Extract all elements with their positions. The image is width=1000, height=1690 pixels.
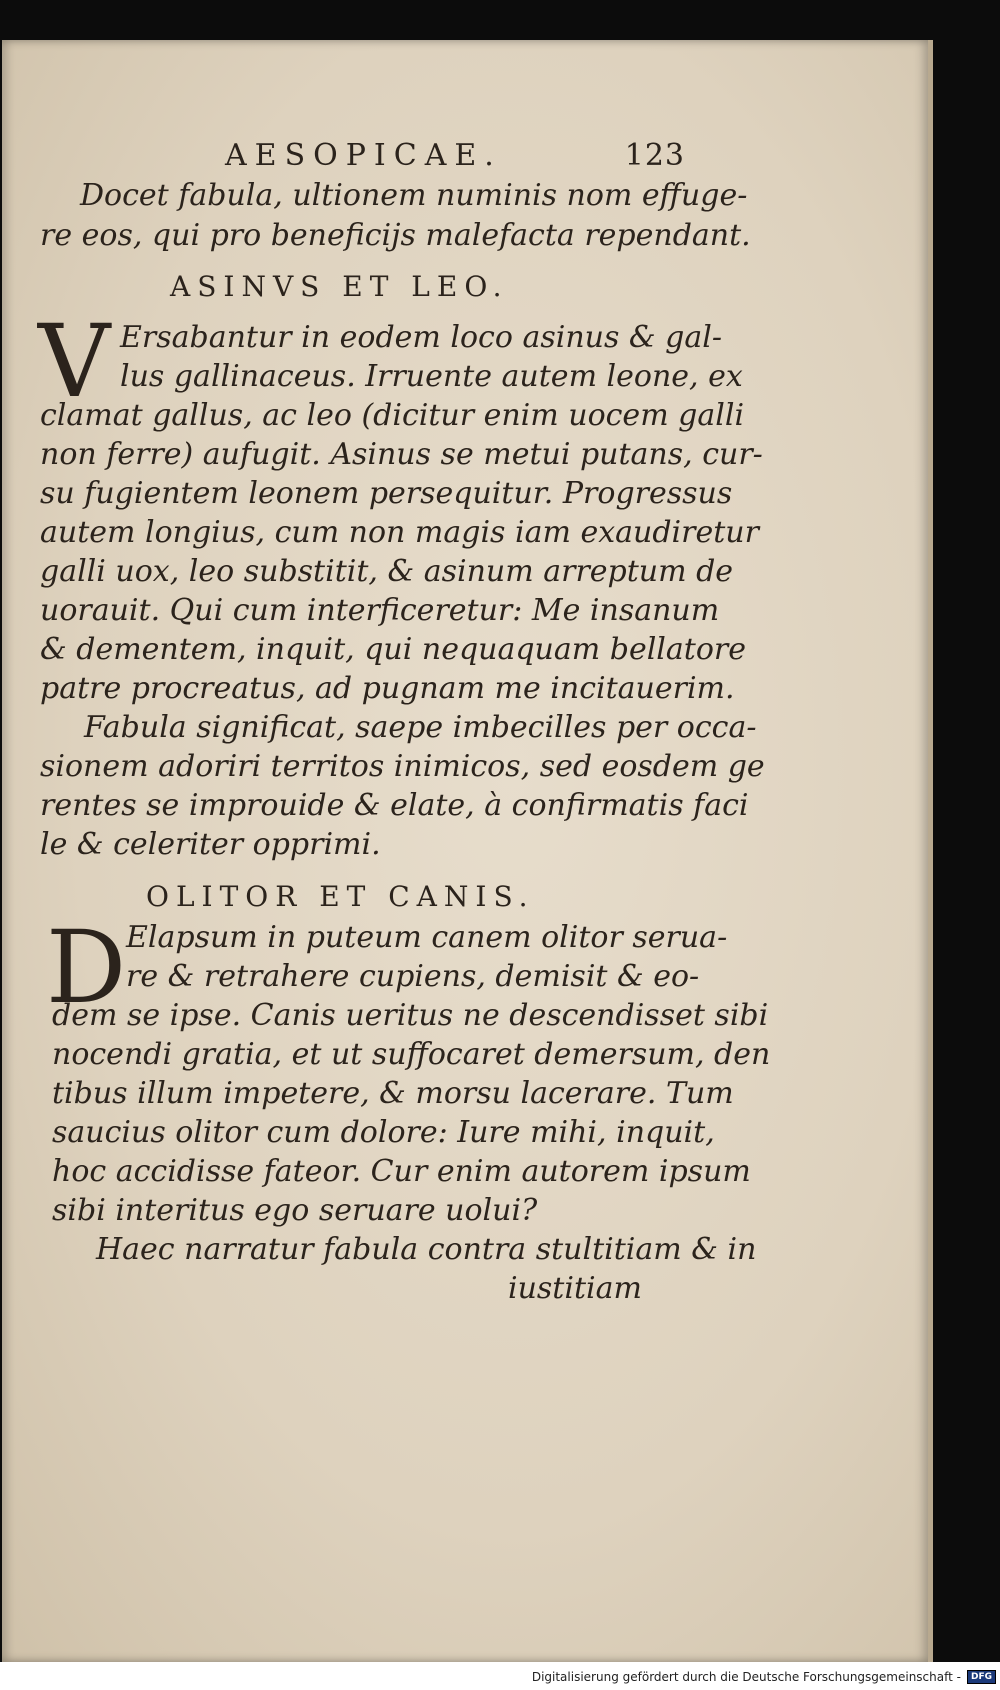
fable-line: sibi interitus ego seruare uolui? (52, 1193, 538, 1228)
fable-line: lus gallinaceus. Irruente autem leone, ex (120, 359, 743, 394)
fable-line: patre procreatus, ad pugnam me incitauerim. (40, 671, 735, 706)
fable-line: sionem adoriri territos inimicos, sed eosdem ge (40, 749, 765, 784)
fable-line: nocendi gratia, et ut suffocaret demersum, den (52, 1037, 771, 1072)
fable-line: & dementem, inquit, qui nequaquam bellatore (40, 632, 746, 667)
fable-line: rentes se improuide & elate, à confirmatis faci (40, 788, 749, 823)
fable-line: clamat gallus, ac leo (dicitur enim uocem galli (40, 398, 745, 433)
fable-line: re & retrahere cupiens, demisit & eo- (126, 959, 700, 994)
running-title: AESOPICAE. (225, 138, 502, 173)
fable-line: Haec narratur fabula contra stultitiam & in (96, 1232, 757, 1267)
fable-line: saucius olitor cum dolore: Iure mihi, inquit, (52, 1115, 715, 1150)
dfg-logo-icon: DFG (967, 1670, 996, 1684)
fable-line: tibus illum impetere, & morsu lacerare. Tum (52, 1076, 734, 1111)
opening-line: Docet fabula, ultionem numinis nom effuge- (80, 178, 748, 213)
drop-cap: D (46, 909, 127, 1026)
fable-line: hoc accidisse fateor. Cur enim autorem ipsum (52, 1154, 751, 1189)
fable-line: Elapsum in puteum canem olitor serua- (126, 920, 728, 955)
fable-title: OLITOR ET CANIS. (146, 880, 535, 913)
fable-line: uorauit. Qui cum interficeretur: Me insanum (40, 593, 720, 628)
fable-line: galli uox, leo substitit, & asinum arreptum de (40, 554, 734, 589)
opening-line: re eos, qui pro beneficijs malefacta rependant. (40, 218, 751, 253)
fable-line: su fugientem leonem persequitur. Progressus (40, 476, 733, 511)
catchword: iustitiam (508, 1271, 642, 1306)
fable-title: ASINVS ET LEO. (170, 270, 509, 303)
fable-line: Ersabantur in eodem loco asinus & gal- (120, 320, 722, 355)
drop-cap: V (38, 303, 111, 420)
credit-text: Digitalisierung gefördert durch die Deutsche Forschungsgemeinschaft - (531, 1670, 961, 1684)
running-header (225, 138, 685, 173)
fable-line: dem se ipse. Canis ueritus ne descendisset sibi (52, 998, 769, 1033)
digitization-credit (532, 1670, 996, 1684)
page-number: 123 (624, 138, 685, 173)
fable-line: autem longius, cum non magis iam exaudiretur (40, 515, 759, 550)
page-edge (928, 40, 933, 1662)
fable-line: Fabula significat, saepe imbecilles per occa- (84, 710, 757, 745)
fable-line: non ferre) aufugit. Asinus se metui putans, cur- (40, 437, 763, 472)
fable-line: le & celeriter opprimi. (40, 827, 381, 862)
